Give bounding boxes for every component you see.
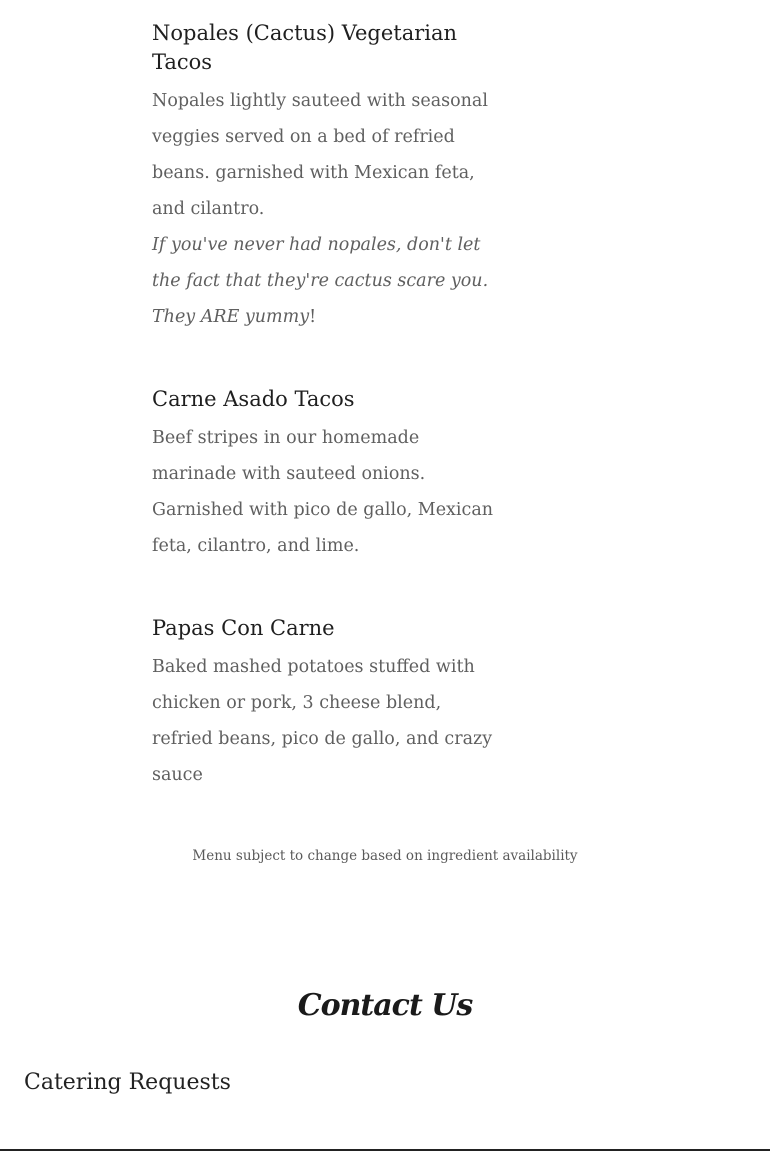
availability-note: Menu subject to change based on ingredient availability bbox=[192, 848, 578, 864]
menu-item-note-tail: ! bbox=[309, 307, 317, 327]
menu-item-italic-note: If you've never had nopales, don't let the fact that they're cactus scare you. They ARE yummy bbox=[152, 235, 489, 327]
menu-item-nopales-tacos bbox=[152, 19, 497, 335]
menu-item-title: Carne Asado Tacos bbox=[152, 387, 355, 411]
menu-item-carne-asado-tacos bbox=[152, 385, 497, 564]
menu-item-papas-con-carne bbox=[152, 614, 497, 793]
menu-item-description: Beef stripes in our homemade marinade with sauteed onions. Garnished with pico de gallo, Mexican feta, cilantro, and lime. bbox=[152, 428, 494, 556]
catering-requests-heading: Catering Requests bbox=[24, 1070, 231, 1095]
menu-item-title: Papas Con Carne bbox=[152, 616, 335, 640]
menu-item-description: Baked mashed potatoes stuffed with chicken or pork, 3 cheese blend, refried beans, pico de gallo, and crazy sauce bbox=[152, 657, 493, 785]
menu-item-title: Nopales (Cactus) Vegetarian Tacos bbox=[152, 21, 458, 74]
menu-item-description bbox=[152, 83, 497, 335]
contact-heading: Contact Us bbox=[297, 988, 473, 1023]
menu-item-description-text: Nopales lightly sauteed with seasonal veggies served on a bed of refried beans. garnished with Mexican feta, and cilantro. bbox=[152, 91, 488, 219]
section-divider bbox=[0, 1149, 770, 1151]
